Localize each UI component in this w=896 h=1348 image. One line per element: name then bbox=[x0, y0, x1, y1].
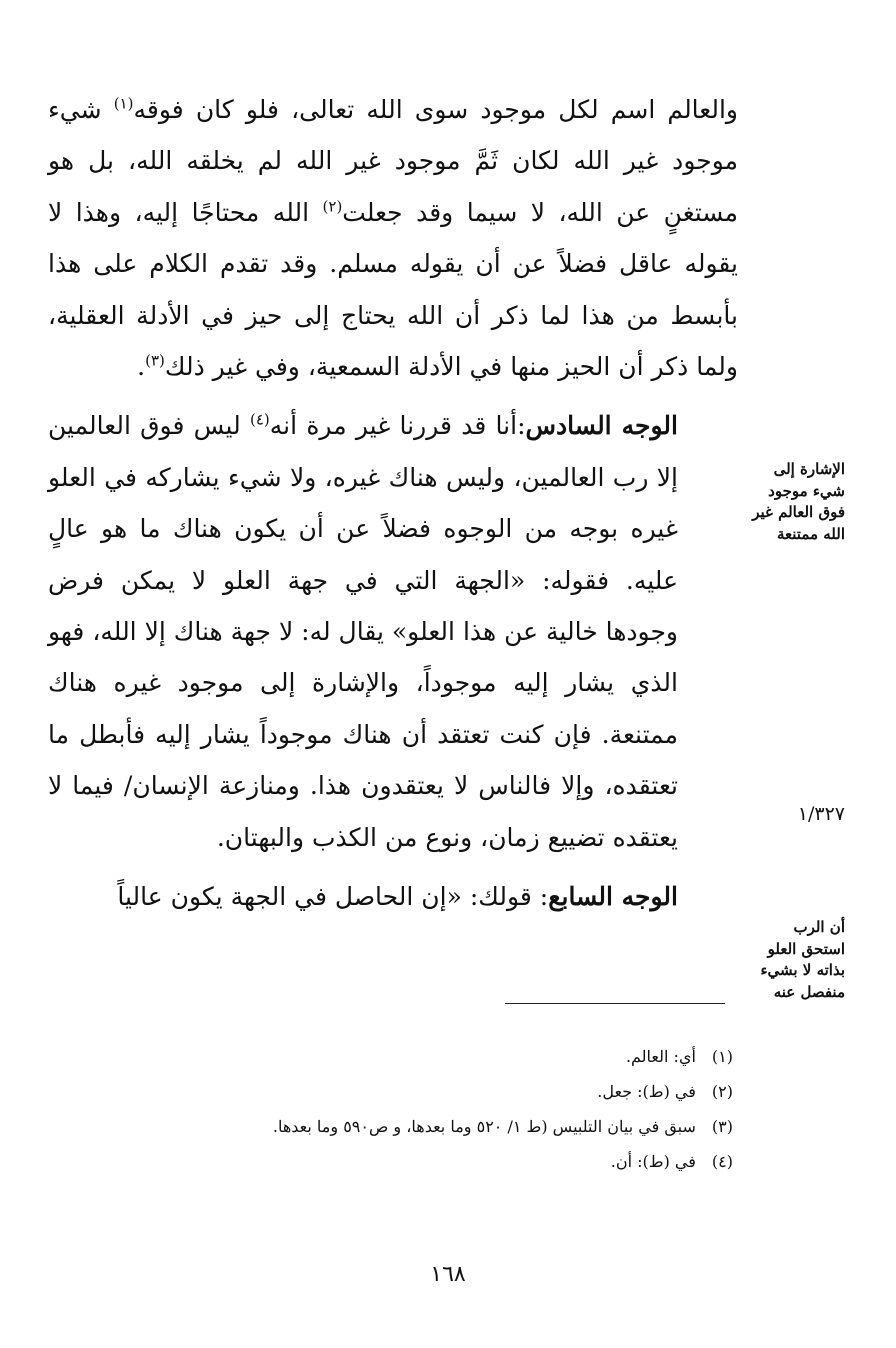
footnote-ref-3[interactable]: (٣) bbox=[145, 351, 165, 370]
footnote-text: سبق في بيان التلبيس (ط ١/ ٥٢٠ وما بعدها، و ص٥٩٠ وما بعدها. bbox=[272, 1117, 696, 1136]
footnote-text: أي: العالم. bbox=[625, 1047, 696, 1066]
main-text bbox=[48, 84, 738, 923]
footnote-2 bbox=[100, 1074, 733, 1109]
paragraph-2 bbox=[48, 400, 738, 863]
text: ليس فوق العالمين إلا رب العالمين، وليس هناك غيره، ولا شيء يشاركه في العلو غيره بوجه من الوجوه فضلاً عن أن يكون هناك ما هو عالٍ عليه. فقوله: «الجهة التي في جهة العلو لا يمكن فرض وجودها خالية عن هذا العلو» يقال له: لا جهة هناك إلا الله، فهو الذي يشار إليه موجوداً، والإشارة إلى موجود غيره هناك ممتنعة. فإن كنت تعتقد أن هناك موجوداً يشار إليه فأبطل ما تعتقده، وإلا فالناس لا يعتقدون هذا. ومنازعة الإنسان/ فيما لا يعتقده تضييع زمان، ونوع من الكذب والبهتان. bbox=[47, 411, 678, 852]
footnote-1 bbox=[100, 1039, 733, 1074]
footnote-text: في (ط): أن. bbox=[610, 1152, 696, 1171]
text: والعالم اسم لكل موجود سوى الله تعالى، فلو كان فوقه bbox=[133, 95, 738, 124]
footnote-number: (٢) bbox=[711, 1082, 733, 1101]
footnote-3 bbox=[100, 1109, 733, 1144]
footnote-number: (٣) bbox=[711, 1117, 733, 1136]
section-heading-sixth: الوجه السادس bbox=[525, 411, 678, 441]
text: . bbox=[137, 352, 146, 382]
footnote-divider bbox=[505, 1003, 725, 1004]
footnotes bbox=[100, 1039, 733, 1179]
footnote-number: (٤) bbox=[711, 1152, 733, 1171]
paragraph-1 bbox=[48, 84, 738, 392]
margin-note-1: الإشارة إلى شيء موجود فوق العالم غير الله ممتنعة bbox=[752, 460, 845, 543]
text: الله محتاجًا إليه، وهذا لا يقوله عاقل فضلاً عن أن يقوله مسلم. وقد تقدم الكلام على هذا بأبسط من هذا لما ذكر أن الله يحتاج إلى حيز في الأدلة العقلية، ولما ذكر أن الحيز منها في الأدلة السمعية، وفي غير ذلك bbox=[48, 197, 738, 382]
paragraph-3 bbox=[48, 871, 738, 922]
footnote-ref-4[interactable]: (٤) bbox=[249, 411, 270, 430]
margin-note-2: أن الرب استحق العلو بذاته لا بشيء منفصل عنه bbox=[760, 918, 845, 1001]
footnote-number: (١) bbox=[711, 1047, 733, 1066]
footnote-text: في (ط): جعل. bbox=[597, 1082, 696, 1101]
footnote-ref-1[interactable]: (١) bbox=[113, 94, 134, 113]
text: :أنا قد قررنا غير مرة أنه bbox=[269, 411, 526, 441]
section-heading-seventh: الوجه السابع bbox=[548, 882, 678, 912]
footnote-ref-2[interactable]: (٢) bbox=[322, 197, 343, 216]
text: شيء موجود غير الله لكان ثَمَّ موجود غير الله لم يخلقه الله، بل هو مستغنٍ عن الله، لا سيما وقد جعلت bbox=[48, 95, 738, 227]
margin-page-reference: ١/٣٢٧ bbox=[797, 803, 845, 825]
page-number: ١٦٨ bbox=[430, 1262, 466, 1287]
text: : قولك: «إن الحاصل في الجهة يكون عالياً bbox=[117, 882, 549, 912]
footnote-4 bbox=[100, 1144, 733, 1179]
